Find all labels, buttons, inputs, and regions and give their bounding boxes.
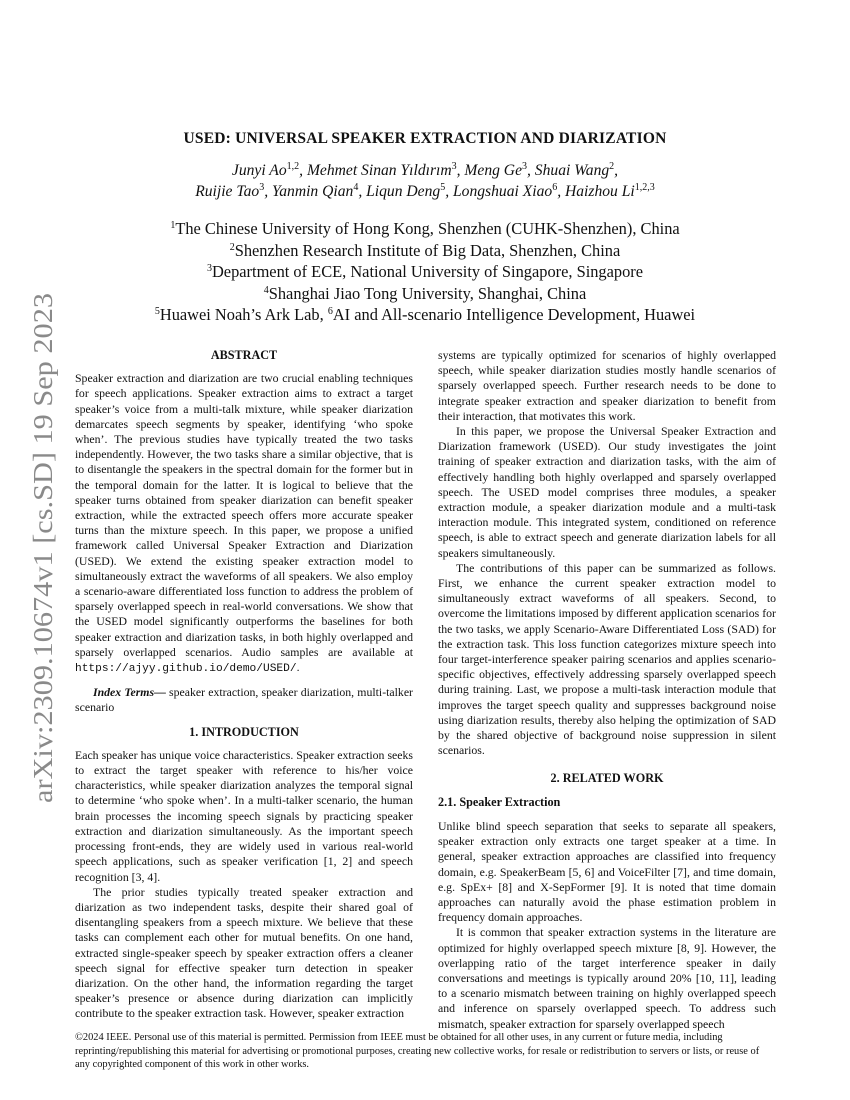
intro-paragraph-1: Each speaker has unique voice characteristics. Speaker extraction seeks to extract the target speaker with reference to his/her voice characteristics, while speaker diarization analyzes the temporal signal to determine ‘who spoke when’. In a multi-talker scenario, the human brain processes the incoming speech signals by practicing speaker extraction and diarization simultaneously. As the important speech processing front-ends, they are widely used in various real-world speech applications, such as speaker verification [1, 2] and speech recognition [3, 4]. [75,747,413,884]
arxiv-stamp-text: arXiv:2309.10674v1 [cs.SD] 19 Sep 2023 [28,348,58,803]
affiliation [75,283,775,305]
affiliation [75,240,775,262]
arxiv-stamp [6,280,66,810]
copyright-footer: ©2024 IEEE. Personal use of this material is permitted. Permission from IEEE must be obtained for all other uses, in any current or future media, including reprinting/republishing this material for advertising or promotional purposes, creating new collective works, for resale or redistribution to servers or lists, or reuse of any copyrighted component of this work in other works. [75,1032,760,1071]
demo-url-link[interactable]: https://ajyy.github.io/demo/USED/ [75,663,297,676]
affil-text: AI and All-scenario Intelligence Development, Huawei [332,305,696,325]
affiliation [75,261,775,283]
abstract-body [75,371,413,677]
paper-title: USED: UNIVERSAL SPEAKER EXTRACTION AND DIARIZATION [183,130,667,147]
author-affil-marker: 1,2,3 [634,182,655,193]
affil-text: Shanghai Jiao Tong University, Shanghai, China [268,283,587,303]
author: Meng Ge [464,162,522,179]
author-affil-marker: 4 [353,182,359,193]
author: Mehmet Sinan Yıldırım [306,162,452,179]
affil-text: The Chinese University of Hong Kong, Shenzhen (CUHK-Shenzhen), China [175,219,680,238]
affil-text: Shenzhen Research Institute of Big Data, Shenzhen, China [234,240,621,260]
affil-number: 4 [263,284,269,296]
abstract-heading: ABSTRACT [210,348,278,362]
related-paragraph-1: Unlike blind speech separation that seeks to separate all speakers, speaker extraction only extracts one target speaker at a time. In general, speaker extraction approaches are classified into frequency domain, e.g. SpeakerBeam [5, 6] and VoiceFilter [7], and time domain, e.g. SpEx+ [8] and X-SepFormer [9]. It is noted that time domain approaches can naturally avoid the phase estimation problem in frequency domain approaches. [438,818,776,925]
author-affil-marker: 3 [522,161,527,172]
author: Ruijie Tao [195,183,260,200]
author-list [75,160,775,202]
author-affil-marker: 3 [451,161,457,172]
index-terms-text: speaker extraction, speaker diarization, multi-talker scenario [75,685,413,715]
affil-number: 3 [206,263,212,275]
introduction-heading: 1. INTRODUCTION [189,724,299,739]
intro-paragraph-2: The prior studies typically treated speaker extraction and diarization as two independent tasks, despite their shared goal of disentangling speakers from a speech mixture. We believe that these tasks can complement each other for mutual benefits. On one hand, extracted single-speaker speech by speaker extraction offers a cleaner speech signal for effective speaker turn detection in speaker diarization. On the other hand, the information regarding the target speaker’s presence or absence during diarization can implicitly contribute to the speaker extraction task. However, speaker extraction [75,884,413,1021]
author-line-1: Junyi Ao$^{1,2}$, Mehmet Sinan Yıldırım$^3$, Meng Ge$^3$, Shuai Wang$^2$, [231,161,619,179]
author: Haizhou Li [565,183,635,200]
author: Liqun Deng [366,183,441,200]
intro-paragraph-4: In this paper, we propose the Universal Speaker Extraction and Diarization framework (USED). Our study investigates the joint training of speaker extraction and diarization tasks, with the aim of effectively handling both highly overlapped and sparsely overlapped speech. The USED model comprises three modules, a speaker extraction module, a speaker diarization module and a multi-task interaction module. This integrated system, conditioned on reference speech, is able to extract speech and generate diarization labels for all speakers simultaneously. [438,424,776,560]
affil-text: Department of ECE, National University of Singapore, Singapore [211,262,644,282]
author-affil-marker: 3 [259,182,265,193]
left-column [75,348,413,1022]
author: Shuai Wang [534,162,610,179]
author: Junyi Ao [231,162,287,179]
affiliation [75,304,775,326]
affil-number: 6 [327,306,333,318]
intro-paragraph-5: The contributions of this paper can be summarized as follows. First, we enhance the current speaker extraction model to simultaneously extract waveforms of all speakers. Second, to overcome the limitations imposed by different application scenarios for the two tasks, we apply Scenario-Aware Differentiated Loss (SAD) for the extraction task. This loss function categorizes mixture speech into four target-interference speaker pairing scenarios and applies scenario-specific objectives, effectively addressing sparsely overlapped speech during training. Last, we propose a multi-task interaction module that improves the target speech quality and suppresses background noise using diarization results, thereby also helping the optimization of SAD by the shared objective of background noise suppression in silent scenarios. [438,560,776,758]
author: Longshuai Xiao [452,183,553,200]
right-column [438,348,776,1032]
affiliation [75,218,775,240]
intro-paragraph-3: systems are typically optimized for scenarios of highly overlapped speech, while speaker diarization studies mostly handle scenarios of sparsely overlapped speech. Further research needs to be done to integrate speaker extraction and speaker diarization to benefit from their interaction, that motivates this work. [438,348,776,423]
abstract-text: Speaker extraction and diarization are two crucial enabling techniques for speech applications. Speaker extraction aims to extract a target speaker’s voice from a multi-talk mixture, while speaker diarization demarcates speech segments by speaker, identifying ‘who spoke when’. The previous studies have typically treated the two tasks independently. However, the two tasks share a similar objective, that is to disentangle the speakers in the spectral domain for the former but in the temporal domain for the latter. It is logical to believe that the speaker turns obtained from speaker diarization can benefit speaker extraction, while the extracted speech offers more accurate speaker turns than the mixture speech. In this paper, we propose a unified framework called Universal Speaker Extraction and Diarization (USED). We extend the existing speaker extraction model to simultaneously extract the waveforms of all speakers. We also employ a scenario-aware differentiated loss function to address the problem of sparsely overlapped speech in real-world conversations. We show that the USED model significantly outperforms the baselines for both speaker extraction and diarization tasks, in both highly overlapped and sparsely overlapped scenarios. Audio samples are available at [75,371,413,659]
author-affil-marker: 2 [609,161,615,172]
affil-number: 1 [170,220,176,231]
index-terms [75,685,413,715]
author-affil-marker: 6 [552,182,558,193]
abstract-end: . [296,660,300,675]
author: Yanmin Qian [272,183,354,200]
affil-text: Huawei Noah’s Ark Lab, [159,305,328,325]
author-affil-marker: 1,2 [286,161,300,172]
related-paragraph-2: It is common that speaker extraction systems in the literature are optimized for highly overlapped speech mixture [8, 9]. However, the overlapping ratio of the target interference speaker in daily conversations and meetings is typically around 20% [10, 11], leading to a scenario mismatch between training on highly overlapped speech and inference on sparsely overlapped speech. To address such mismatch, speaker extraction for sparsely overlapped speech [438,925,776,1031]
author-affil-marker: 5 [440,182,446,193]
affil-number: 2 [229,241,235,253]
index-terms-label: Index Terms— [93,685,166,700]
speaker-extraction-subheading: 2.1. Speaker Extraction [438,794,561,809]
related-work-heading: 2. RELATED WORK [550,771,664,786]
affil-number: 5 [154,306,160,318]
affiliation-list [75,218,775,326]
author-line-2: Ruijie Tao$^3$, Yanmin Qian$^4$, Liqun Deng$^5$, Longshuai Xiao$^6$, Haizhou Li$^{1,2,3}$ [195,182,655,200]
